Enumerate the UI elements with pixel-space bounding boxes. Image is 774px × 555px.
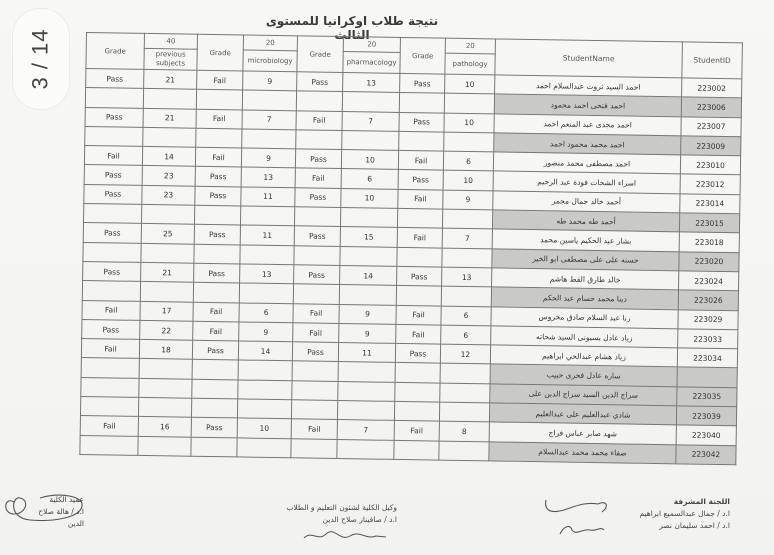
score-cell-pharmacology: 13 xyxy=(343,73,400,93)
score-cell-pathology: 6 xyxy=(443,151,493,171)
score-cell-pharmacology: 11 xyxy=(338,343,395,363)
score-cell-pharmacology: 6 xyxy=(341,169,398,189)
grade-cell-pharmacology: Fail xyxy=(291,419,337,439)
student-name-cell: أحمد طه محمد طه xyxy=(492,210,679,232)
student-id-cell: 223024 xyxy=(679,271,739,291)
score-cell-pharmacology: 7 xyxy=(342,111,399,131)
student-id-cell: 223010 xyxy=(680,155,740,175)
grade-cell-pathology: Pass xyxy=(400,73,445,93)
score-cell-previous xyxy=(143,89,196,109)
student-id-cell: 223040 xyxy=(676,425,736,445)
score-cell-pathology xyxy=(442,248,492,268)
grade-cell-pathology xyxy=(395,382,440,402)
score-cell-pathology: 12 xyxy=(440,344,490,364)
student-id-cell: 223020 xyxy=(679,252,739,272)
score-cell-microbiology xyxy=(238,380,292,400)
grade-cell-microbiology: Pass xyxy=(195,186,241,206)
column-max-previous: 40 xyxy=(144,33,197,49)
grade-cell-pathology: Fail xyxy=(397,228,442,248)
grade-cell-pharmacology xyxy=(291,438,337,458)
grade-cell-microbiology: Pass xyxy=(191,418,237,438)
grade-cell-microbiology xyxy=(196,90,242,110)
score-cell-pathology: 8 xyxy=(439,421,489,441)
score-cell-pharmacology xyxy=(337,401,394,421)
student-id-cell: 223026 xyxy=(678,290,738,310)
score-cell-previous: 23 xyxy=(142,185,195,205)
grade-cell-previous xyxy=(80,397,138,417)
column-header-student-id: StudentID xyxy=(682,42,743,79)
score-cell-previous: 21 xyxy=(141,262,194,282)
student-id-cell xyxy=(677,367,737,387)
student-name-cell: احمد السيد ثروت عبدالسلام احمد xyxy=(495,75,682,97)
student-id-cell: 223015 xyxy=(679,213,739,233)
score-cell-previous xyxy=(143,127,196,147)
grade-cell-previous xyxy=(80,435,138,455)
score-cell-pathology xyxy=(444,93,494,113)
score-cell-microbiology: 11 xyxy=(241,187,295,207)
student-id-cell: 223014 xyxy=(680,194,740,214)
grade-cell-previous: Fail xyxy=(80,416,138,436)
grade-cell-previous: Pass xyxy=(83,223,141,243)
committee-member-2: ا.د / احمد سليمان نصر xyxy=(659,521,730,530)
score-cell-pharmacology: 15 xyxy=(340,227,397,247)
grade-cell-microbiology: Fail xyxy=(195,147,241,167)
score-cell-microbiology xyxy=(237,399,291,419)
score-cell-pharmacology xyxy=(337,439,394,459)
grade-cell-pathology: Pass xyxy=(397,266,442,286)
student-name-cell: رنا عبد السلام صادق محروس xyxy=(491,306,678,328)
student-name-cell: شادي عبدالعليم على عبدالعليم xyxy=(489,403,676,425)
student-id-cell: 223029 xyxy=(678,309,738,329)
grade-cell-pharmacology: Pass xyxy=(295,149,341,169)
committee-heading: اللجنة المشرفة xyxy=(673,497,730,506)
grade-cell-previous xyxy=(81,377,139,397)
column-header-grade: Grade xyxy=(400,37,446,74)
grade-cell-pathology xyxy=(395,363,440,383)
table-body xyxy=(80,69,742,465)
vice-dean-title: وكيل الكلية لشئون التعليم و الطلاب xyxy=(286,503,397,512)
score-cell-microbiology: 13 xyxy=(240,264,294,284)
grade-cell-pathology xyxy=(396,286,441,306)
score-cell-pathology xyxy=(439,441,489,461)
page-indicator xyxy=(12,8,70,110)
score-cell-pharmacology: 14 xyxy=(340,265,397,285)
grade-cell-pharmacology xyxy=(292,361,338,381)
score-cell-previous xyxy=(141,204,194,224)
student-id-cell: 223002 xyxy=(682,78,742,98)
student-id-cell: 223009 xyxy=(681,136,741,156)
student-id-cell: 223033 xyxy=(678,329,738,349)
score-cell-pharmacology: 9 xyxy=(339,323,396,343)
score-cell-pathology xyxy=(441,286,491,306)
score-cell-pathology xyxy=(440,383,490,403)
student-name-cell: شهد صابر عباس فراج xyxy=(489,422,676,444)
score-cell-previous: 14 xyxy=(142,147,195,167)
student-id-cell: 223007 xyxy=(681,116,741,136)
grade-cell-pathology xyxy=(399,131,444,151)
grade-cell-microbiology xyxy=(192,360,238,380)
score-cell-pathology: 6 xyxy=(441,325,491,345)
student-id-cell: 223035 xyxy=(677,387,737,407)
grade-cell-pharmacology: Pass xyxy=(292,342,338,362)
grade-cell-previous: Fail xyxy=(81,339,139,359)
score-cell-microbiology xyxy=(242,129,296,149)
score-cell-pharmacology: 9 xyxy=(339,304,396,324)
column-header-pharmacology: pharmacology xyxy=(343,52,400,74)
score-cell-pharmacology xyxy=(338,381,395,401)
score-cell-previous xyxy=(139,359,192,379)
score-cell-microbiology xyxy=(239,283,293,303)
score-cell-pharmacology xyxy=(340,208,397,228)
score-cell-previous: 25 xyxy=(141,224,194,244)
score-cell-pathology: 6 xyxy=(441,306,491,326)
grade-cell-pathology xyxy=(394,401,439,421)
grade-cell-pharmacology: Fail xyxy=(296,110,342,130)
grade-cell-pharmacology xyxy=(294,245,340,265)
committee-member-1: ا.د / جمال عبدالسميع ابراهيم xyxy=(639,509,730,518)
score-cell-microbiology: 6 xyxy=(239,303,293,323)
score-cell-previous xyxy=(139,378,192,398)
dean-name: ا.د / هالة صلاح الدين xyxy=(38,507,84,528)
grade-cell-previous: Pass xyxy=(86,69,144,89)
student-name-cell: حسنه على على مصطفى ابو الخير xyxy=(492,249,679,271)
document-title: نتيجة طلاب اوكرانيا للمستوى الثالث xyxy=(265,14,439,42)
grade-cell-pathology xyxy=(397,247,442,267)
student-name-cell: احمد محمد محمود احمد xyxy=(494,133,681,155)
score-cell-microbiology xyxy=(242,90,296,110)
grade-cell-previous: Fail xyxy=(84,146,142,166)
grade-cell-pathology xyxy=(399,93,444,113)
score-cell-pathology: 10 xyxy=(443,171,493,191)
student-name-cell: سراج الدين السيد سراج الدين على xyxy=(490,384,677,406)
student-id-cell: 223042 xyxy=(676,444,736,464)
grade-cell-previous: Pass xyxy=(82,319,140,339)
score-cell-microbiology: 9 xyxy=(243,71,297,91)
vice-dean-signature-scribble xyxy=(300,528,390,544)
score-cell-previous xyxy=(140,282,193,302)
score-cell-pharmacology: 10 xyxy=(341,150,398,170)
results-sheet xyxy=(79,32,743,465)
score-cell-microbiology xyxy=(237,438,291,458)
score-cell-microbiology: 9 xyxy=(239,322,293,342)
grade-cell-pharmacology: Fail xyxy=(295,168,341,188)
grade-cell-microbiology xyxy=(191,437,237,457)
grade-cell-previous: Pass xyxy=(83,261,141,281)
student-name-cell: خالد طارق القط هاشم xyxy=(492,268,679,290)
score-cell-previous: 17 xyxy=(140,301,193,321)
column-header-previous-subjects: previous subjects xyxy=(144,48,197,70)
grade-cell-pathology: Fail xyxy=(398,189,443,209)
grade-cell-previous xyxy=(85,126,143,146)
score-cell-previous: 21 xyxy=(144,69,197,89)
student-name-cell: احمد مجدى عبد المنعم احمد xyxy=(494,114,681,136)
grade-cell-previous xyxy=(85,88,143,108)
grade-cell-microbiology: Pass xyxy=(195,167,241,187)
grade-cell-previous xyxy=(83,242,141,262)
grade-cell-previous xyxy=(82,281,140,301)
grade-cell-pathology: Fail xyxy=(398,151,443,171)
grade-cell-microbiology: Pass xyxy=(194,225,240,245)
grade-cell-microbiology xyxy=(191,398,237,418)
student-name-cell: صفاء محمد محمد عبدالسلام xyxy=(489,442,676,464)
grade-cell-pharmacology xyxy=(296,91,342,111)
score-cell-previous xyxy=(141,243,194,263)
score-cell-pathology xyxy=(442,209,492,229)
score-cell-previous: 23 xyxy=(142,166,195,186)
student-name-cell: دينا محمد حسام عبد الحكم xyxy=(491,287,678,309)
score-cell-pathology: 13 xyxy=(442,267,492,287)
grade-cell-pathology: Fail xyxy=(396,324,441,344)
grade-cell-pathology xyxy=(394,440,439,460)
column-header-student-name: StudentName xyxy=(495,39,683,78)
grade-cell-previous: Pass xyxy=(84,184,142,204)
score-cell-microbiology: 11 xyxy=(240,225,294,245)
grade-cell-previous: Fail xyxy=(82,300,140,320)
column-header-grade: Grade xyxy=(197,34,244,71)
grade-cell-microbiology: Pass xyxy=(192,340,238,360)
vice-dean-name: ا.د / صافيناز صلاح الدين xyxy=(322,515,397,524)
grade-cell-previous xyxy=(84,204,142,224)
grade-cell-microbiology: Fail xyxy=(193,302,239,322)
score-cell-pharmacology xyxy=(339,285,396,305)
grade-cell-pharmacology: Pass xyxy=(294,226,340,246)
grade-cell-pharmacology xyxy=(294,207,340,227)
score-cell-previous: 21 xyxy=(143,108,196,128)
score-cell-microbiology xyxy=(240,245,294,265)
column-header-grade: Grade xyxy=(86,33,145,70)
grade-cell-pharmacology: Fail xyxy=(293,323,339,343)
score-cell-pharmacology xyxy=(338,362,395,382)
grade-cell-previous: Pass xyxy=(84,165,142,185)
student-name-cell: بشار عبد الحكيم ياسين محمد xyxy=(492,229,679,251)
score-cell-previous: 16 xyxy=(138,417,191,437)
score-cell-microbiology xyxy=(240,206,294,226)
grade-cell-microbiology xyxy=(194,244,240,264)
student-name-cell: أحمد خالد جمال مجمر xyxy=(493,191,680,213)
score-cell-pharmacology: 7 xyxy=(337,420,394,440)
score-cell-pathology: 10 xyxy=(445,74,495,94)
grade-cell-previous: Pass xyxy=(85,107,143,127)
grade-cell-pharmacology: Fail xyxy=(293,303,339,323)
student-name-cell: احمد فتحى احمد محمود xyxy=(494,94,681,116)
grade-cell-microbiology: Fail xyxy=(193,321,239,341)
grade-cell-pathology: Pass xyxy=(395,344,440,364)
score-cell-microbiology: 10 xyxy=(237,418,291,438)
score-cell-microbiology xyxy=(238,360,292,380)
score-cell-pharmacology xyxy=(342,92,399,112)
student-name-cell: احمد مصطفى محمد منصور xyxy=(493,152,680,174)
score-cell-pathology xyxy=(444,132,494,152)
student-id-cell: 223039 xyxy=(676,406,736,426)
grade-cell-microbiology xyxy=(196,128,242,148)
student-id-cell: 223018 xyxy=(679,232,739,252)
student-id-cell: 223034 xyxy=(677,348,737,368)
committee-signature-scribble xyxy=(540,490,620,540)
grade-cell-microbiology: Fail xyxy=(196,109,242,129)
student-name-cell: ساره عادل فخرى حبيب xyxy=(490,364,677,386)
grade-cell-microbiology: Pass xyxy=(194,263,240,283)
column-max-pharmacology: 20 xyxy=(343,37,400,53)
score-cell-pharmacology xyxy=(342,130,399,150)
grade-cell-pharmacology: Pass xyxy=(295,188,341,208)
grade-cell-microbiology xyxy=(194,205,240,225)
score-cell-previous: 22 xyxy=(140,320,193,340)
score-cell-pathology: 9 xyxy=(443,190,493,210)
score-cell-microbiology: 9 xyxy=(241,148,295,168)
grade-cell-microbiology xyxy=(192,379,238,399)
dean-signature-scribble xyxy=(0,488,90,528)
student-name-cell: اسراء الشحات فودة عبد الرحيم xyxy=(493,171,680,193)
score-cell-pathology xyxy=(440,364,490,384)
grade-cell-pharmacology xyxy=(292,381,338,401)
column-header-grade: Grade xyxy=(297,36,344,73)
column-max-pathology: 20 xyxy=(445,38,495,54)
dean-title: عميد الكلية xyxy=(49,495,84,504)
score-cell-pathology: 10 xyxy=(444,113,494,133)
grade-cell-pharmacology xyxy=(296,130,342,150)
column-header-microbiology: microbiology xyxy=(243,50,297,72)
vice-dean-signature-block xyxy=(262,502,397,526)
score-cell-pathology xyxy=(439,402,489,422)
score-cell-microbiology: 14 xyxy=(238,341,292,361)
score-cell-pharmacology xyxy=(340,246,397,266)
score-cell-previous: 18 xyxy=(139,340,192,360)
grade-cell-pathology xyxy=(397,208,442,228)
grade-cell-pathology: Pass xyxy=(399,112,444,132)
score-cell-microbiology: 13 xyxy=(241,167,295,187)
student-name-cell: زياد هشام عبدالحي ابراهيم xyxy=(490,345,677,367)
grade-cell-pharmacology: Pass xyxy=(297,72,343,92)
score-cell-microbiology: 7 xyxy=(242,110,296,130)
grade-cell-pharmacology xyxy=(291,400,337,420)
grade-cell-pathology: Pass xyxy=(398,170,443,190)
score-cell-pharmacology: 10 xyxy=(341,188,398,208)
column-max-microbiology: 20 xyxy=(243,35,297,51)
grade-cell-pharmacology xyxy=(293,284,339,304)
grade-cell-previous xyxy=(81,358,139,378)
committee-signature-block xyxy=(620,496,730,532)
score-cell-pathology: 7 xyxy=(442,228,492,248)
grade-cell-pathology: Fail xyxy=(394,421,439,441)
page-indicator-text: 3 / 14 xyxy=(28,28,54,90)
student-id-cell: 223006 xyxy=(681,97,741,117)
results-table xyxy=(79,32,743,465)
student-name-cell: زياد عادل بسيونى السيد شحاته xyxy=(491,326,678,348)
student-id-cell: 223012 xyxy=(680,174,740,194)
score-cell-previous xyxy=(138,436,191,456)
column-header-pathology: pathology xyxy=(445,53,495,75)
grade-cell-microbiology xyxy=(193,282,239,302)
grade-cell-pathology: Fail xyxy=(396,305,441,325)
grade-cell-microbiology: Fail xyxy=(197,70,243,90)
score-cell-previous xyxy=(138,397,191,417)
grade-cell-pharmacology: Pass xyxy=(294,265,340,285)
